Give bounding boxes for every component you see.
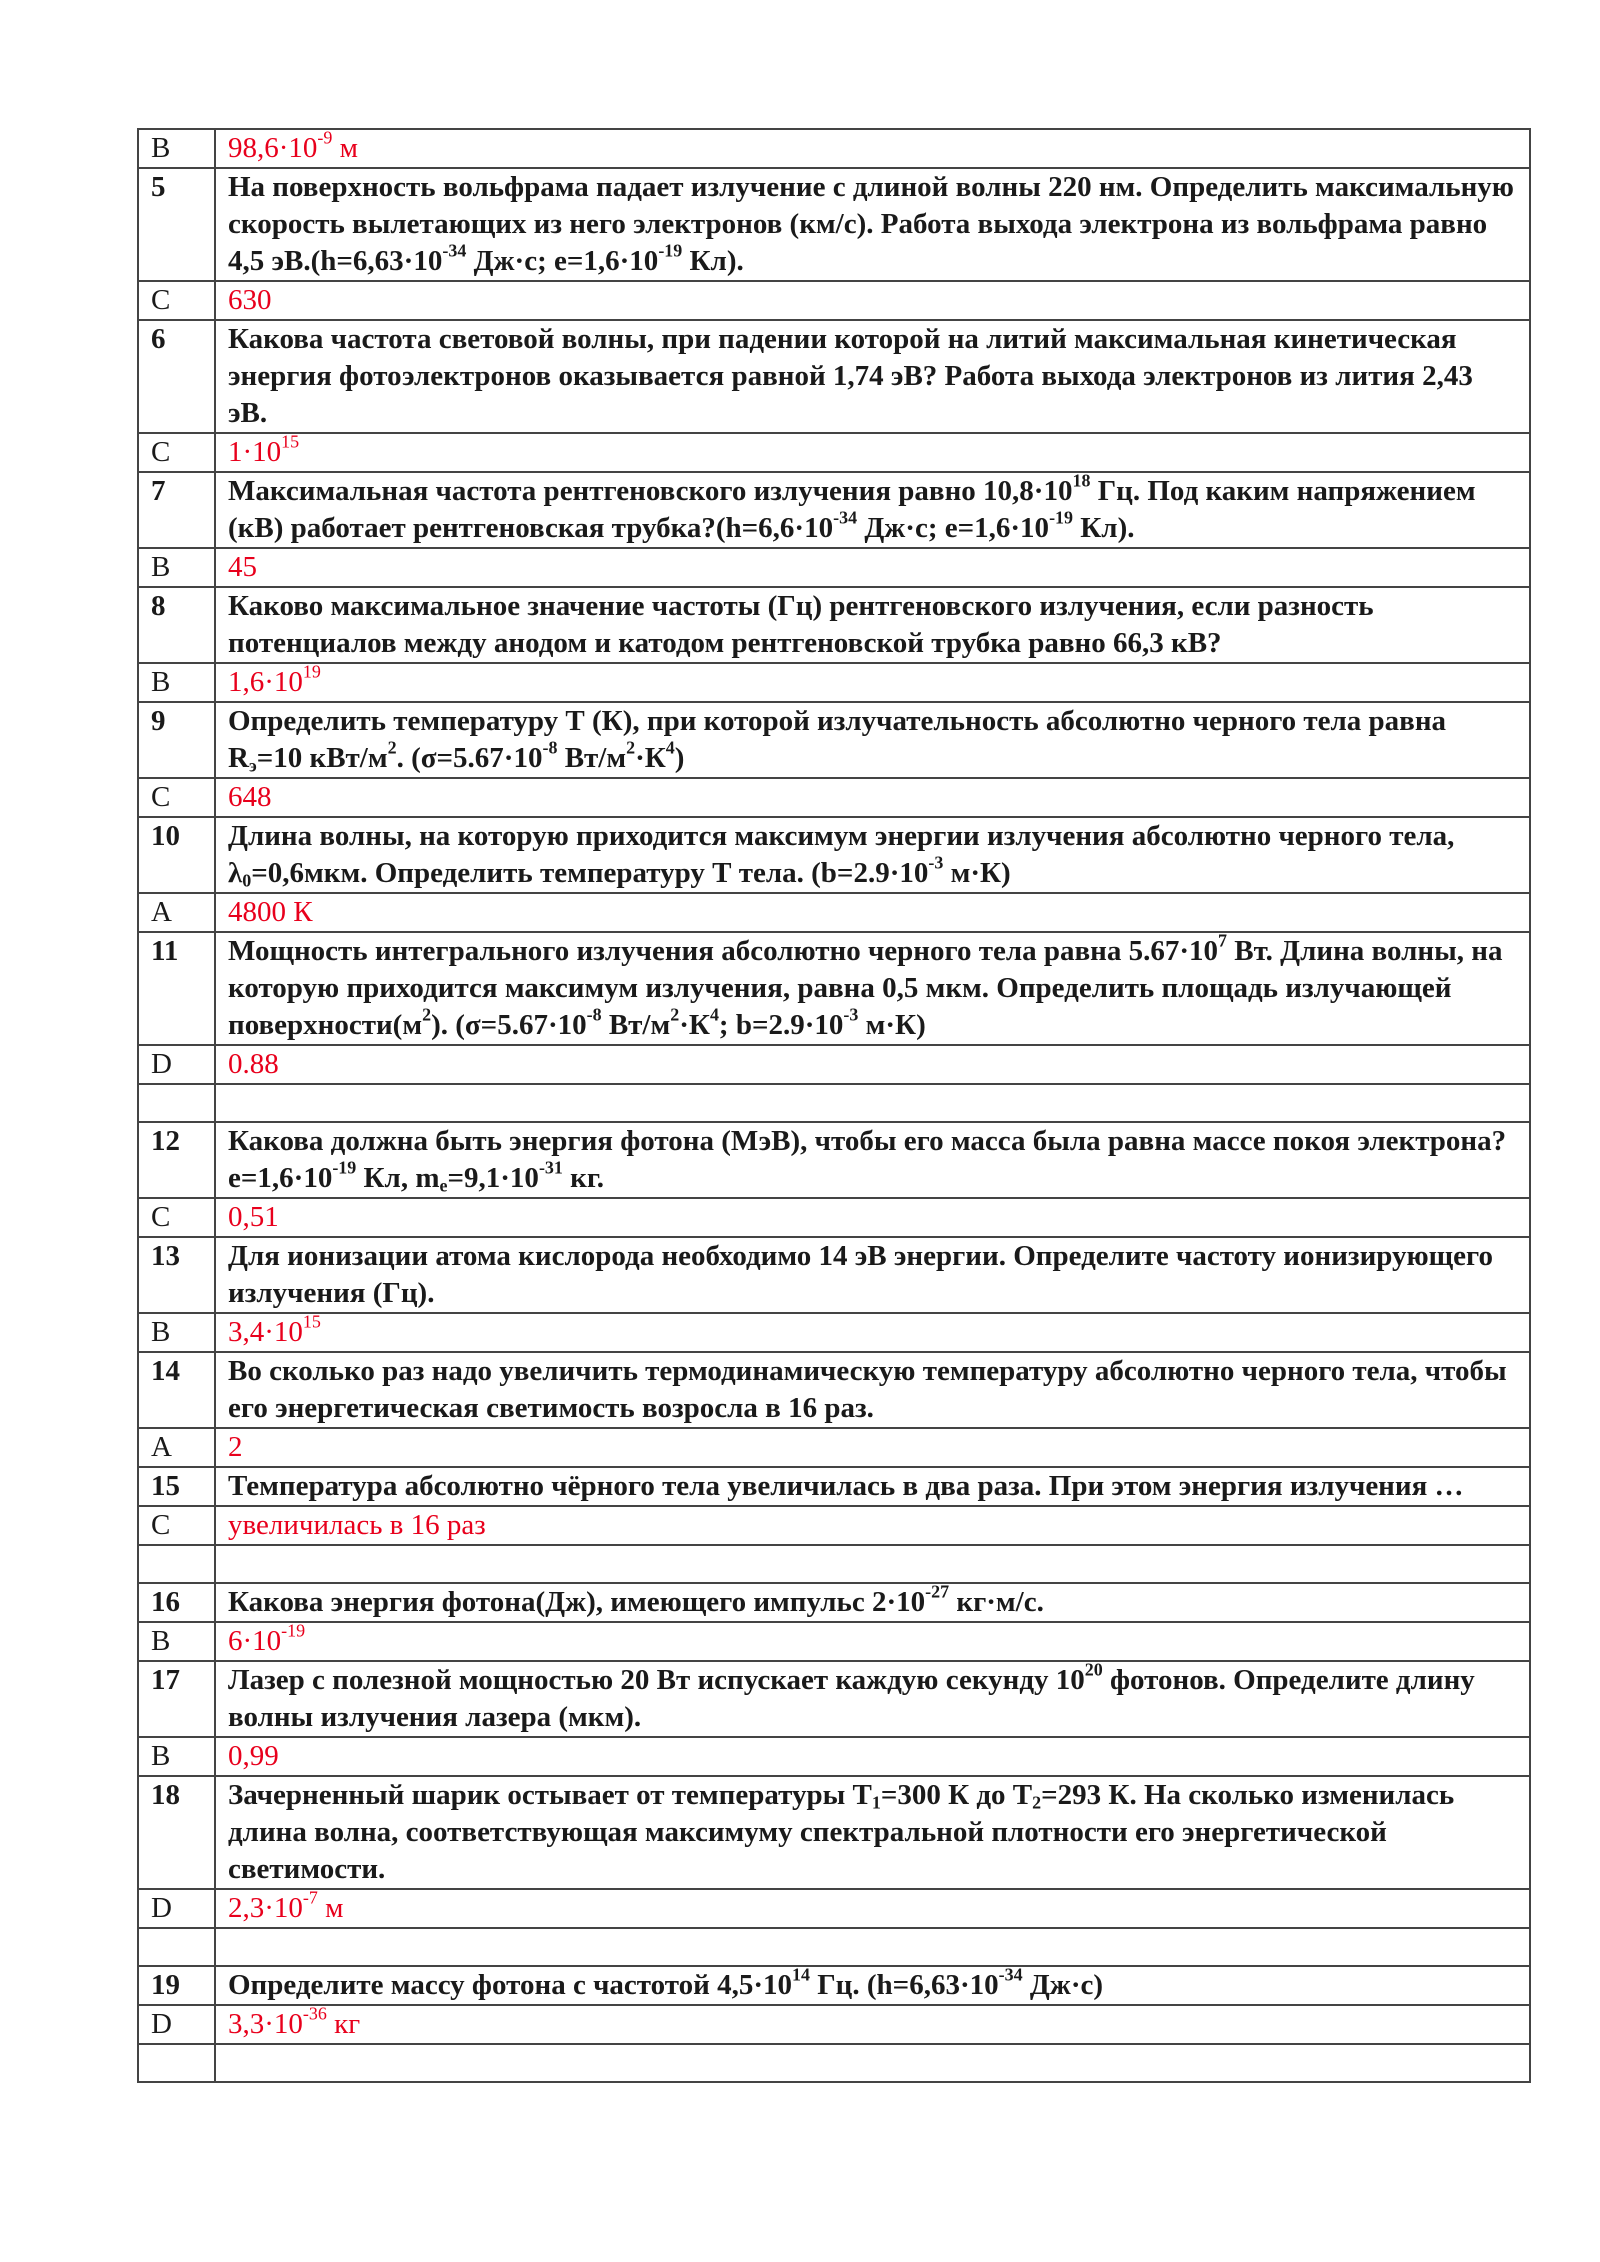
answer-value: $3,3\cdot 10^{-36}$ кг	[215, 2005, 1530, 2044]
question-answer-table	[137, 128, 1531, 2083]
question-text: Каково максимальное значение частоты (Гц) рентгеновского излучения, если разность потенциалов между анодом и катодом рентгеновской трубка равно 66,3 кВ?	[215, 587, 1530, 663]
empty-cell	[215, 1084, 1530, 1122]
answer-option: D	[138, 2005, 215, 2044]
question-number: 16	[138, 1583, 215, 1622]
answer-row	[138, 433, 1530, 472]
answer-row	[138, 1428, 1530, 1467]
question-row	[138, 168, 1530, 281]
answer-row	[138, 2005, 1530, 2044]
answer-value: $2,3\cdot 10^{-7}$ м	[215, 1889, 1530, 1928]
question-text: На поверхность вольфрама падает излучение с длиной волны 220 нм. Определить максимальную скорость вылетающих из него электронов (км/с). Работа выхода электрона из вольфрама равно 4,5 $эВ.(h=6,63\cdot 10^{-34}$ Дж·с; $е=1,6\cdot 10^{-19}$ Кл).	[215, 168, 1530, 281]
question-number: 8	[138, 587, 215, 663]
answer-row	[138, 1045, 1530, 1084]
answer-row	[138, 1622, 1530, 1661]
empty-cell	[138, 1928, 215, 1966]
question-text: Зачерненный шарик остывает от температуры $Т_1=300$ К до $Т_2=293$ К. На сколько изменилась длина волна, соответствующая максимуму спектральной плотности его энергетической светимости.	[215, 1776, 1530, 1889]
empty-cell	[215, 1928, 1530, 1966]
answer-value: 0.88	[215, 1045, 1530, 1084]
answer-option: C	[138, 281, 215, 320]
question-number: 15	[138, 1467, 215, 1506]
answer-value: 4800 К	[215, 893, 1530, 932]
question-number: 13	[138, 1237, 215, 1313]
answer-row	[138, 548, 1530, 587]
document-page	[137, 128, 1531, 2083]
question-text: Мощность интегрального излучения абсолютно черного тела равна $5.67\cdot 10^7$ Вт. Длина волны, на которую приходится максимум излучения, равна 0,5 мкм. Определить площадь излучающей $поверхности(м^2)$. ($\sigma=5.67\cdot 10^{-8}$ $Вт/м^2\cdot К^4$; $b=2.9\cdot 10^{-3}$ м·К)	[215, 932, 1530, 1045]
question-text: Какова должна быть энергия фотона (МэВ), чтобы его масса была равна массе покоя электрона? $е=1,6\cdot 10^{-19}$ Кл, $m_e=9,1\cdot 10^{-31}$ кг.	[215, 1122, 1530, 1198]
question-number: 12	[138, 1122, 215, 1198]
question-row	[138, 587, 1530, 663]
question-text: Какова энергия фотона(Дж), имеющего импульс $2\cdot 10^{-27}$ кг·м/с.	[215, 1583, 1530, 1622]
question-text: Лазер с полезной мощностью 20 Вт испускает каждую секунду $10^{20}$ фотонов. Определите длину волны излучения лазера (мкм).	[215, 1661, 1530, 1737]
answer-row	[138, 281, 1530, 320]
answer-value: 0,99	[215, 1737, 1530, 1776]
answer-option: C	[138, 1198, 215, 1237]
answer-row	[138, 129, 1530, 168]
question-text: Определите массу фотона с частотой $4,5\cdot 10^{14}$ Гц. ($h=6,63\cdot 10^{-34}$ Дж·с)	[215, 1966, 1530, 2005]
question-number: 7	[138, 472, 215, 548]
answer-option: D	[138, 1889, 215, 1928]
question-text: Длина волны, на которую приходится максимум энергии излучения абсолютно черного тела, $\lambda_0=0,6мкм$. Определить температуру Т тела. ($b=2.9\cdot 10^{-3}$ м·К)	[215, 817, 1530, 893]
answer-row	[138, 663, 1530, 702]
empty-cell	[215, 2044, 1530, 2082]
answer-value: $6\cdot 10^{-19}$	[215, 1622, 1530, 1661]
question-number: 14	[138, 1352, 215, 1428]
answer-value: $3,4\cdot 10^{15}$	[215, 1313, 1530, 1352]
question-row	[138, 702, 1530, 778]
question-row	[138, 1352, 1530, 1428]
answer-value: $98,6\cdot 10^{-9}$ м	[215, 129, 1530, 168]
question-row	[138, 472, 1530, 548]
question-row	[138, 1966, 1530, 2005]
question-text: Какова частота световой волны, при падении которой на литий максимальная кинетическая энергия фотоэлектронов оказывается равной 1,74 эВ? Работа выхода электронов из лития 2,43 эВ.	[215, 320, 1530, 433]
question-row	[138, 1122, 1530, 1198]
answer-option: B	[138, 548, 215, 587]
answer-option: B	[138, 663, 215, 702]
question-text: Температура абсолютно чёрного тела увеличилась в два раза. При этом энергия излучения …	[215, 1467, 1530, 1506]
question-number: 6	[138, 320, 215, 433]
question-text: Максимальная частота рентгеновского излучения равно $10,8\cdot 10^{18}$ Гц. Под каким напряжением (кВ) работает рентгеновская $трубка?(h=6,6\cdot 10^{-34}$ Дж·с; $е=1,6\cdot 10^{-19}$ Кл).	[215, 472, 1530, 548]
question-row	[138, 932, 1530, 1045]
empty-cell	[138, 2044, 215, 2082]
question-row	[138, 1776, 1530, 1889]
answer-value: увеличилась в 16 раз	[215, 1506, 1530, 1545]
answer-row	[138, 1198, 1530, 1237]
answer-value: $1,6\cdot 10^{19}$	[215, 663, 1530, 702]
answer-row	[138, 1737, 1530, 1776]
question-text: Для ионизации атома кислорода необходимо 14 эВ энергии. Определите частоту ионизирующего излучения (Гц).	[215, 1237, 1530, 1313]
question-row	[138, 1661, 1530, 1737]
answer-option: C	[138, 433, 215, 472]
answer-option: B	[138, 1737, 215, 1776]
empty-cell	[215, 1545, 1530, 1583]
question-number: 18	[138, 1776, 215, 1889]
question-row	[138, 1467, 1530, 1506]
question-row	[138, 1237, 1530, 1313]
question-row	[138, 817, 1530, 893]
question-row	[138, 320, 1530, 433]
question-number: 10	[138, 817, 215, 893]
answer-row	[138, 778, 1530, 817]
answer-row	[138, 1506, 1530, 1545]
question-text: Во сколько раз надо увеличить термодинамическую температуру абсолютно черного тела, чтобы его энергетическая светимость возросла в 16 раз.	[215, 1352, 1530, 1428]
answer-value: 45	[215, 548, 1530, 587]
answer-option: B	[138, 129, 215, 168]
question-text: Определить температуру Т (К), при которой излучательность абсолютно черного тела равна $R_э=10$ кВт/$м^2$. ($\sigma=5.67\cdot 10^{-8}$ $Вт/м^2\cdot К^4$)	[215, 702, 1530, 778]
answer-row	[138, 1313, 1530, 1352]
empty-row	[138, 1084, 1530, 1122]
answer-option: B	[138, 1622, 215, 1661]
answer-value: 648	[215, 778, 1530, 817]
question-number: 17	[138, 1661, 215, 1737]
empty-cell	[138, 1084, 215, 1122]
answer-option: B	[138, 1313, 215, 1352]
answer-row	[138, 1889, 1530, 1928]
answer-option: D	[138, 1045, 215, 1084]
answer-option: A	[138, 893, 215, 932]
question-number: 11	[138, 932, 215, 1045]
table-body	[138, 129, 1530, 2082]
empty-row	[138, 2044, 1530, 2082]
answer-value: $1\cdot 10^{15}$	[215, 433, 1530, 472]
empty-row	[138, 1545, 1530, 1583]
answer-option: C	[138, 1506, 215, 1545]
question-number: 9	[138, 702, 215, 778]
empty-cell	[138, 1545, 215, 1583]
question-row	[138, 1583, 1530, 1622]
answer-option: C	[138, 778, 215, 817]
answer-value: 0,51	[215, 1198, 1530, 1237]
question-number: 5	[138, 168, 215, 281]
answer-value: 630	[215, 281, 1530, 320]
empty-row	[138, 1928, 1530, 1966]
answer-option: A	[138, 1428, 215, 1467]
question-number: 19	[138, 1966, 215, 2005]
answer-row	[138, 893, 1530, 932]
answer-value: 2	[215, 1428, 1530, 1467]
